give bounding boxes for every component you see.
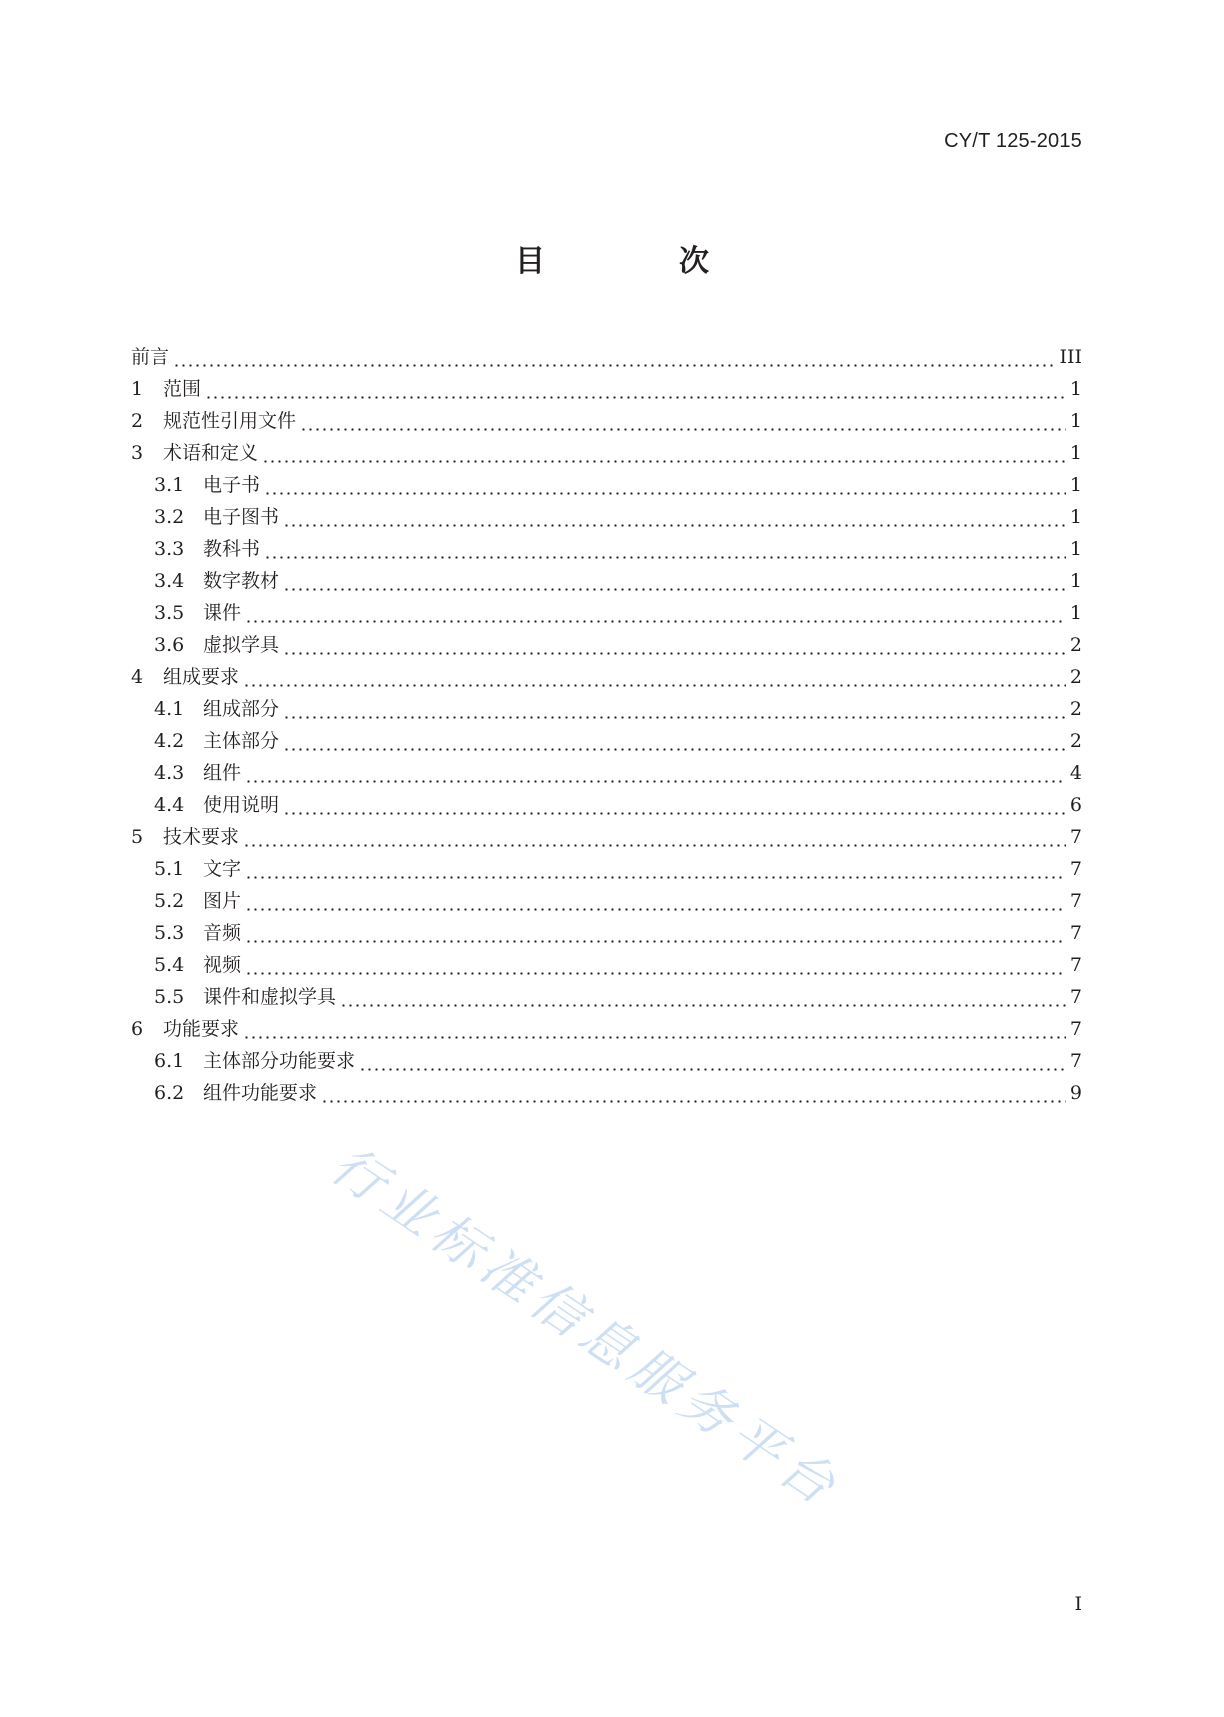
dot-leader xyxy=(245,780,1066,783)
toc-entry-label: 教科书 xyxy=(203,538,261,560)
toc-entry-label: 课件和虚拟学具 xyxy=(203,986,337,1008)
dot-leader xyxy=(243,844,1066,847)
toc-entry-label: 组成要求 xyxy=(163,666,240,688)
toc-entry-label: 课件 xyxy=(203,602,242,624)
toc-entry-page: 4 xyxy=(1069,762,1082,784)
toc-entry[interactable] xyxy=(131,693,1082,725)
toc-entry-page: 2 xyxy=(1069,730,1082,752)
toc-entry-label: 电子图书 xyxy=(203,506,280,528)
toc-entry[interactable] xyxy=(131,437,1082,469)
toc-entry[interactable] xyxy=(131,565,1082,597)
toc-entry[interactable] xyxy=(131,405,1082,437)
toc-entry-label: 术语和定义 xyxy=(163,442,259,464)
toc-entry[interactable] xyxy=(131,821,1082,853)
toc-entry-page: 1 xyxy=(1069,474,1082,496)
toc-entry-page: 2 xyxy=(1069,634,1082,656)
watermark: 行业标准信息服务平台 xyxy=(320,1135,852,1521)
toc-entry-number: 5.1 xyxy=(154,858,185,880)
toc-entry-number: 4.1 xyxy=(154,698,185,720)
toc-entry[interactable] xyxy=(131,341,1082,373)
toc-entry-number: 4.4 xyxy=(154,794,185,816)
toc-entry-number: 5.3 xyxy=(154,922,185,944)
toc-entry-page: 7 xyxy=(1069,858,1082,880)
toc-entry-page: 7 xyxy=(1069,1050,1082,1072)
toc-entry[interactable] xyxy=(131,981,1082,1013)
page-number: I xyxy=(1074,1593,1082,1615)
dot-leader xyxy=(264,556,1066,559)
toc-entry[interactable] xyxy=(131,853,1082,885)
toc-entry-page: 2 xyxy=(1069,698,1082,720)
dot-leader xyxy=(283,524,1066,527)
dot-leader xyxy=(340,1004,1066,1007)
toc-entry-number: 6.2 xyxy=(154,1082,185,1104)
toc-entry[interactable] xyxy=(131,917,1082,949)
toc-entry-label: 音频 xyxy=(203,922,242,944)
toc-entry-number: 3.5 xyxy=(154,602,185,624)
toc-entry-page: 2 xyxy=(1069,666,1082,688)
toc-entry-page: III xyxy=(1059,346,1082,368)
dot-leader xyxy=(283,716,1066,719)
toc-entry-label: 使用说明 xyxy=(203,794,280,816)
toc-entry-label: 主体部分功能要求 xyxy=(203,1050,356,1072)
toc-entry-label: 图片 xyxy=(203,890,242,912)
toc-entry-page: 1 xyxy=(1069,538,1082,560)
toc-entry-page: 7 xyxy=(1069,986,1082,1008)
toc-entry-page: 1 xyxy=(1069,602,1082,624)
toc-entry-number: 4.2 xyxy=(154,730,185,752)
dot-leader xyxy=(245,876,1066,879)
toc-entry-number: 4 xyxy=(131,666,144,688)
toc-entry-number: 3.6 xyxy=(154,634,185,656)
toc-entry-page: 1 xyxy=(1069,570,1082,592)
toc-entry-page: 9 xyxy=(1069,1082,1082,1104)
dot-leader xyxy=(245,940,1066,943)
toc-entry-number: 3.1 xyxy=(154,474,185,496)
toc-entry[interactable] xyxy=(131,1077,1082,1109)
dot-leader xyxy=(283,748,1066,751)
toc-entry-page: 6 xyxy=(1069,794,1082,816)
toc-entry-label: 组成部分 xyxy=(203,698,280,720)
dot-leader xyxy=(283,652,1066,655)
toc-entry[interactable] xyxy=(131,501,1082,533)
toc-entry-page: 1 xyxy=(1069,506,1082,528)
dot-leader xyxy=(245,620,1066,623)
toc-entry[interactable] xyxy=(131,597,1082,629)
toc-entry-page: 7 xyxy=(1069,954,1082,976)
dot-leader xyxy=(205,396,1066,399)
toc-entry-label: 数字教材 xyxy=(203,570,280,592)
toc-entry-number: 3.2 xyxy=(154,506,185,528)
document-code: CY/T 125-2015 xyxy=(944,130,1082,152)
toc-entry-page: 1 xyxy=(1069,378,1082,400)
dot-leader xyxy=(245,908,1066,911)
dot-leader xyxy=(359,1068,1066,1071)
toc-entry-label: 技术要求 xyxy=(163,826,240,848)
dot-leader xyxy=(173,364,1055,367)
toc-entry[interactable] xyxy=(131,949,1082,981)
toc-entry[interactable] xyxy=(131,1045,1082,1077)
toc-entry-number: 3.3 xyxy=(154,538,185,560)
toc-entry-number: 4.3 xyxy=(154,762,185,784)
dot-leader xyxy=(262,460,1066,463)
toc-entry[interactable] xyxy=(131,373,1082,405)
toc-entry-page: 7 xyxy=(1069,826,1082,848)
toc-entry-page: 1 xyxy=(1069,410,1082,432)
toc-entry-number: 6 xyxy=(131,1018,144,1040)
dot-leader xyxy=(283,588,1066,591)
toc-entry[interactable] xyxy=(131,757,1082,789)
toc-entry-label: 文字 xyxy=(203,858,242,880)
toc-entry[interactable] xyxy=(131,725,1082,757)
toc-title: 目 次 xyxy=(515,244,761,279)
dot-leader xyxy=(321,1100,1066,1103)
toc-entry[interactable] xyxy=(131,789,1082,821)
dot-leader xyxy=(243,1036,1066,1039)
dot-leader xyxy=(300,428,1066,431)
toc-entry-label: 视频 xyxy=(203,954,242,976)
toc-entry-number: 3.4 xyxy=(154,570,185,592)
toc-entry[interactable] xyxy=(131,1013,1082,1045)
dot-leader xyxy=(243,684,1066,687)
toc-entry-number: 5.5 xyxy=(154,986,185,1008)
toc-entry-number: 2 xyxy=(131,410,144,432)
toc-entry-page: 7 xyxy=(1069,922,1082,944)
toc-entry-number: 5.2 xyxy=(154,890,185,912)
toc-entry-label: 规范性引用文件 xyxy=(163,410,297,432)
toc-entry-label: 功能要求 xyxy=(163,1018,240,1040)
toc-entry-number: 1 xyxy=(131,378,144,400)
toc-entry[interactable] xyxy=(131,629,1082,661)
toc-entry-label: 虚拟学具 xyxy=(203,634,280,656)
toc-entry-label: 主体部分 xyxy=(203,730,280,752)
toc-entry-page: 7 xyxy=(1069,1018,1082,1040)
toc-entry-label: 范围 xyxy=(163,378,202,400)
toc-entry-number: 6.1 xyxy=(154,1050,185,1072)
toc-entry-label: 电子书 xyxy=(203,474,261,496)
toc-entry[interactable] xyxy=(131,469,1082,501)
dot-leader xyxy=(283,812,1066,815)
toc-entry[interactable] xyxy=(131,661,1082,693)
toc-entry[interactable] xyxy=(131,885,1082,917)
toc-entry-page: 7 xyxy=(1069,890,1082,912)
toc-entry-label: 组件功能要求 xyxy=(203,1082,318,1104)
toc-entry-number: 5.4 xyxy=(154,954,185,976)
toc-entry-page: 1 xyxy=(1069,442,1082,464)
table-of-contents xyxy=(131,341,1082,1109)
toc-entry-number: 5 xyxy=(131,826,144,848)
toc-entry[interactable] xyxy=(131,533,1082,565)
toc-entry-number: 3 xyxy=(131,442,144,464)
toc-entry-label: 组件 xyxy=(203,762,242,784)
dot-leader xyxy=(264,492,1066,495)
toc-entry-label: 前言 xyxy=(131,346,170,368)
dot-leader xyxy=(245,972,1066,975)
